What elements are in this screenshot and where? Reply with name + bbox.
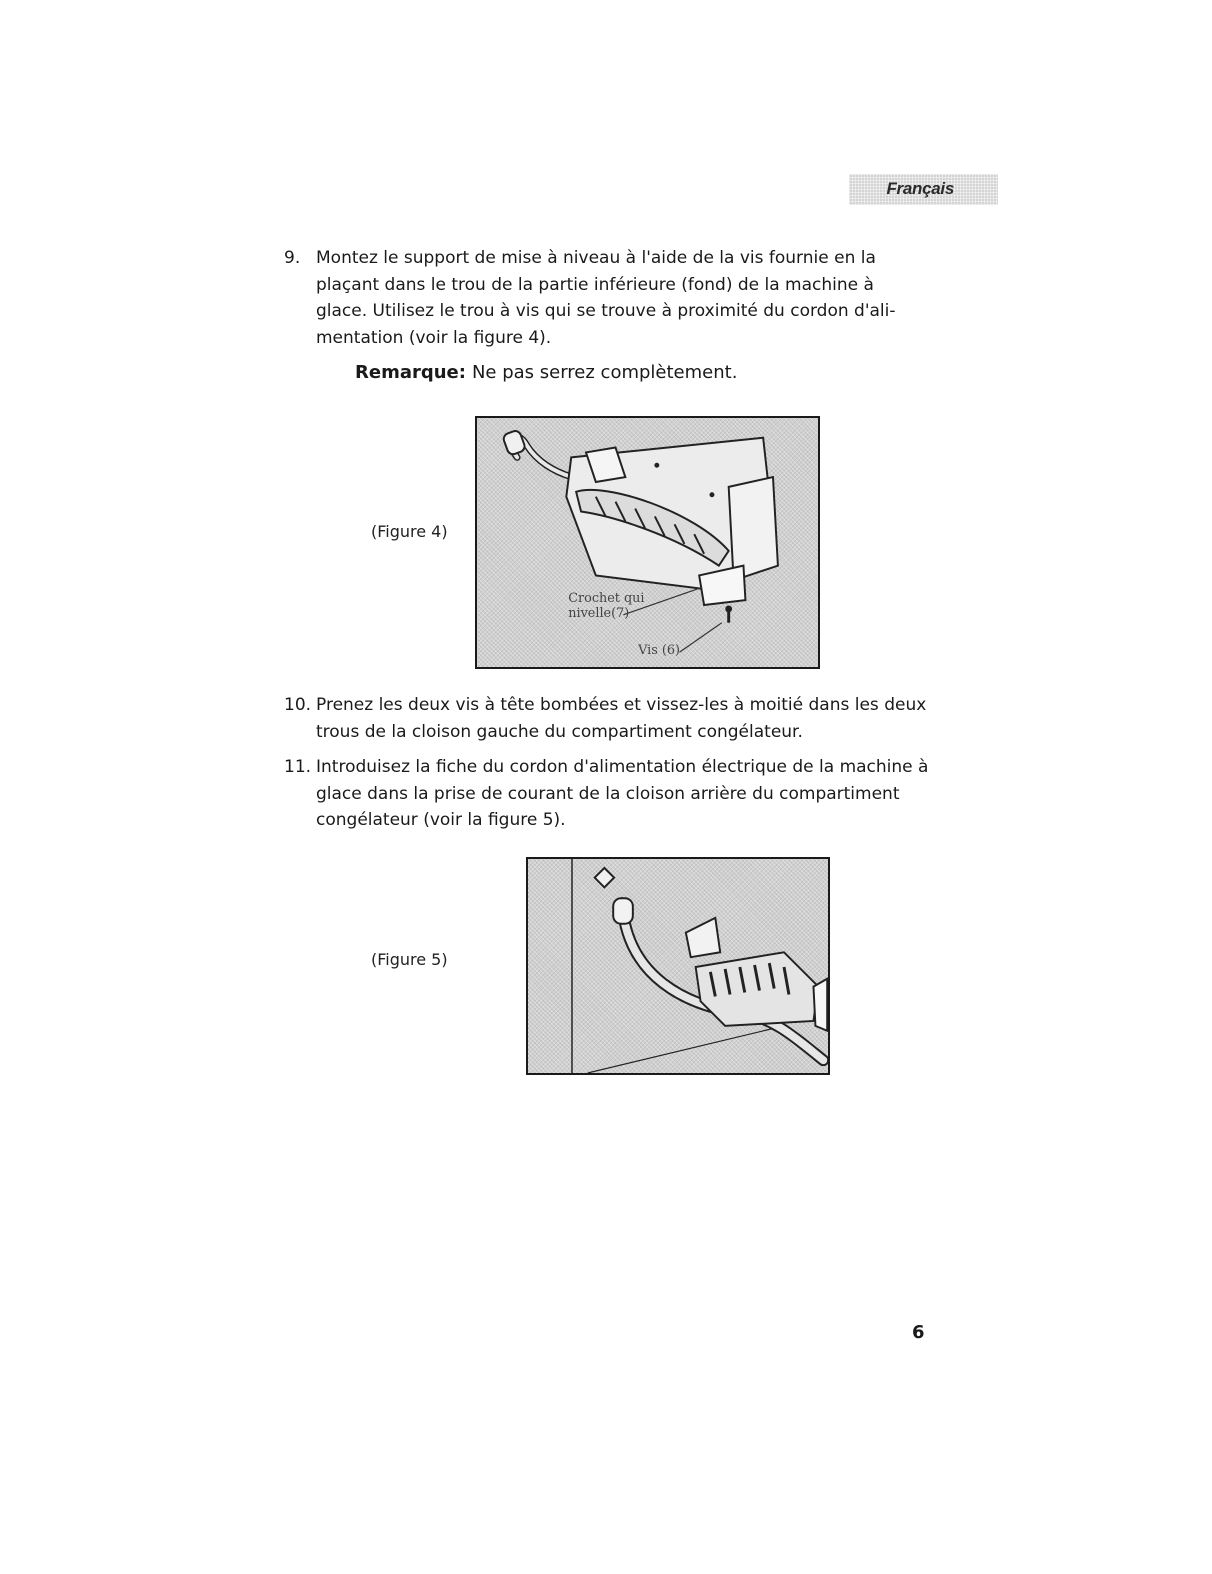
step-line: Introduisez la fiche du cordon d'alimentation électrique de la machine à xyxy=(316,757,929,777)
figure-4-label-hook-line1: Crochet qui xyxy=(568,591,645,607)
step-number: 11. xyxy=(284,757,312,777)
step-number: 10. xyxy=(284,695,312,715)
figure-5-illustration xyxy=(526,857,830,1075)
page-number: 6 xyxy=(912,1322,925,1343)
power-cord-connection-drawing xyxy=(528,859,828,1073)
figure-4-label-hook-line2: nivelle(7) xyxy=(568,605,630,621)
step-line: mentation (voir la figure 4). xyxy=(316,327,552,348)
step-line: glace dans la prise de courant de la cloison arrière du compartiment xyxy=(316,783,900,804)
step-number: 9. xyxy=(284,248,301,268)
step-line: trous de la cloison gauche du compartiment congélateur. xyxy=(316,721,803,742)
note-label: Remarque: xyxy=(355,362,466,383)
step-line: plaçant dans le trou de la partie inférieure (fond) de la machine à xyxy=(316,274,874,295)
note-text: Ne pas serrez complètement. xyxy=(471,362,738,383)
step-line: Prenez les deux vis à tête bombées et vissez-les à moitié dans les deux xyxy=(316,695,927,715)
language-label: Français xyxy=(886,179,954,198)
step-line: congélateur (voir la figure 5). xyxy=(316,810,566,830)
ice-maker-leveling-bracket-drawing xyxy=(477,418,818,667)
figure-5-caption: (Figure 5) xyxy=(371,950,448,969)
step-line: Montez le support de mise à niveau à l'aide de la vis fournie en la xyxy=(316,248,876,268)
note xyxy=(355,360,737,386)
figure-4-label-screw: Vis (6) xyxy=(638,643,680,659)
figure-4-illustration xyxy=(475,416,820,669)
step-line: glace. Utilisez le trou à vis qui se trouve à proximité du cordon d'ali- xyxy=(316,301,896,321)
language-tab xyxy=(849,174,998,205)
figure-4-caption: (Figure 4) xyxy=(371,522,448,541)
